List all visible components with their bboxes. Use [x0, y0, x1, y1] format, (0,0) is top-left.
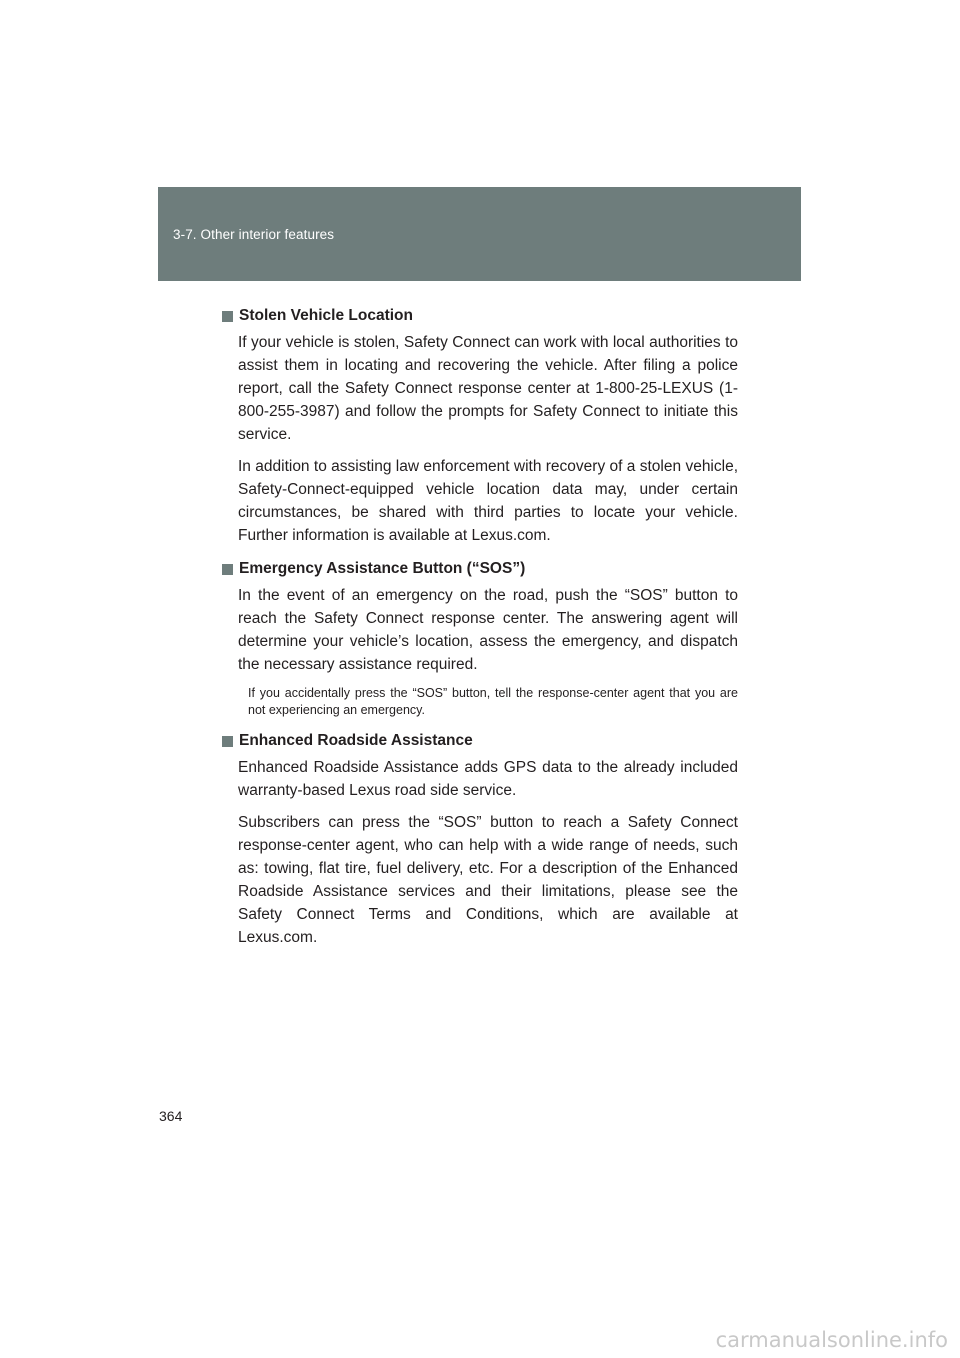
paragraph: In addition to assisting law enforcement with recovery of a stolen vehicle, Safety-Connect-equipped vehicle location data may, under certain circumstances, be shared with third parties to locate your vehicle. Further information is available at Lexus.com. — [238, 458, 738, 544]
page-number: 364 — [159, 1108, 183, 1124]
section-stolen-vehicle-location — [222, 305, 738, 547]
section-emergency-assistance-button — [222, 558, 738, 719]
watermark: carmanualsonline.info — [715, 1328, 948, 1352]
section-header-band — [158, 187, 801, 281]
section-heading-text: Stolen Vehicle Location — [239, 307, 413, 324]
note: If you accidentally press the “SOS” button, tell the response-center agent that you are not experiencing an emergency. — [248, 686, 738, 717]
square-bullet-icon — [222, 564, 233, 575]
section-heading-text: Enhanced Roadside Assistance — [239, 732, 473, 749]
paragraph: In the event of an emergency on the road, push the “SOS” button to reach the Safety Connect response center. The answering agent will determine your vehicle’s location, assess the emergency, and dispatch the necessary assistance required. — [238, 587, 738, 673]
section-enhanced-roadside-assistance — [222, 730, 738, 949]
section-heading — [222, 730, 738, 752]
page-content — [222, 305, 738, 960]
paragraph: Subscribers can press the “SOS” button to reach a Safety Connect response-center agent, who can help with a wide range of needs, such as: towing, flat tire, fuel delivery, etc. For a description of the Enhanced Roadside Assistance services and their limitations, please see the Safety Connect Terms and Conditions, which are available at Lexus.com. — [238, 814, 738, 946]
square-bullet-icon — [222, 736, 233, 747]
section-heading — [222, 305, 738, 327]
paragraph: If your vehicle is stolen, Safety Connect can work with local authorities to assist them in locating and recovering the vehicle. After filing a police report, call the Safety Connect response center at 1-800-25-LEXUS (1-800-255-3987) and follow the prompts for Safety Connect to initiate this service. — [238, 334, 738, 443]
section-title: 3-7. Other interior features — [173, 227, 335, 242]
section-heading-text: Emergency Assistance Button (“SOS”) — [239, 560, 526, 577]
square-bullet-icon — [222, 311, 233, 322]
section-heading — [222, 558, 738, 580]
paragraph: Enhanced Roadside Assistance adds GPS data to the already included warranty-based Lexus road side service. — [238, 759, 738, 799]
